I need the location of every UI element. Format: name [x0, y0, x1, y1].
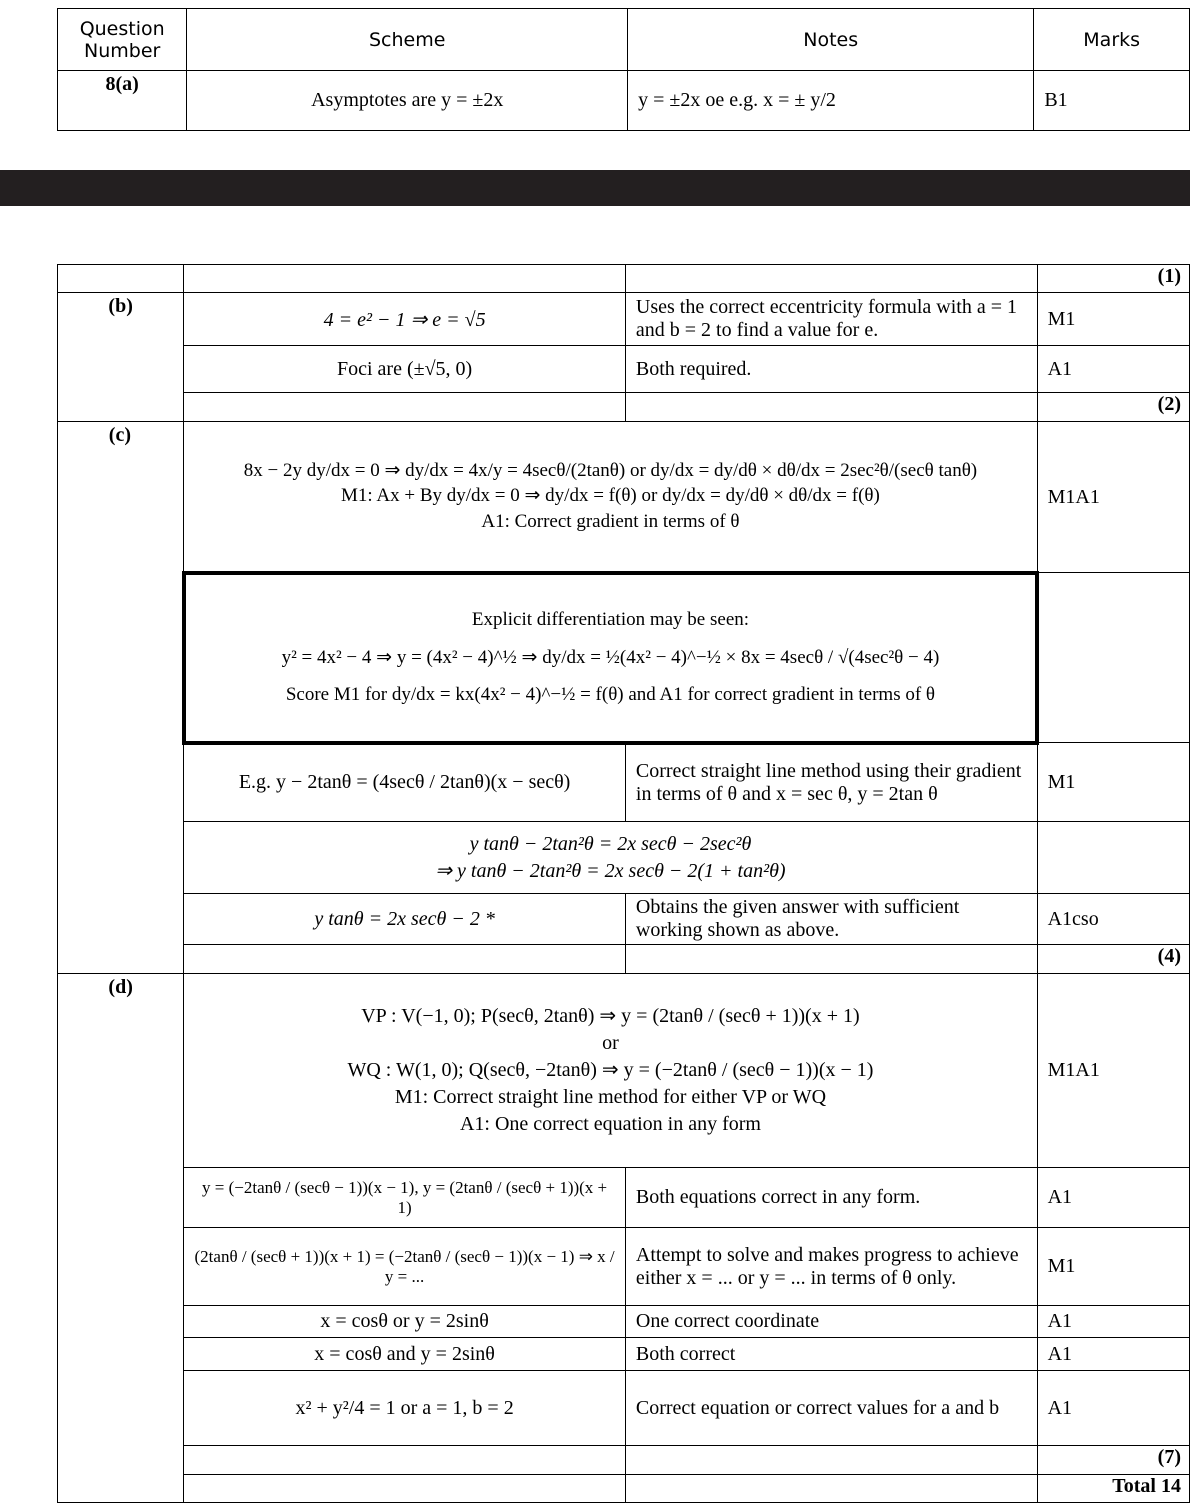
- part-a-table: [57, 8, 1190, 131]
- part-c-method-mark: M1A1: [1037, 422, 1189, 573]
- working-line: y tanθ − 2tan²θ = 2x secθ − 2sec²θ: [469, 832, 752, 855]
- part-b-notes-1: Uses the correct eccentricity formula with a = 1 and b = 2 to find a value for e.: [625, 293, 1037, 346]
- part-d-scheme-4: x = cosθ and y = 2sinθ: [184, 1338, 626, 1371]
- part-d-method-line: M1: Correct straight line method for either VP or WQ: [394, 1086, 827, 1108]
- part-b-scheme-1: 4 = e² − 1 ⇒ e = √5: [184, 293, 626, 346]
- part-d-mark-3: A1: [1037, 1306, 1189, 1338]
- part-a-subtotal: (1): [1037, 265, 1189, 293]
- part-a-notes: y = ±2x oe e.g. x = ± y/2: [628, 71, 1034, 131]
- part-a-label: 8(a): [58, 71, 187, 131]
- part-d-notes-3: One correct coordinate: [625, 1306, 1037, 1338]
- part-c-scheme-line: E.g. y − 2tanθ = (4secθ / 2tanθ)(x − secθ): [184, 743, 626, 822]
- part-d-notes-1: Both equations correct in any form.: [625, 1168, 1037, 1228]
- header-scheme: Scheme: [187, 9, 628, 71]
- part-a-scheme: Asymptotes are y = ±2x: [187, 71, 628, 131]
- part-b-label: (b): [58, 293, 184, 422]
- part-d-label: (d): [58, 974, 184, 1503]
- part-d-subtotal: (7): [1037, 1446, 1189, 1475]
- part-d-mark-1: A1: [1037, 1168, 1189, 1228]
- part-d-notes-5: Correct equation or correct values for a and b: [625, 1371, 1037, 1446]
- part-d-method-line: WQ : W(1, 0); Q(secθ, −2tanθ) ⇒ y = (−2tanθ / (secθ − 1))(x − 1): [347, 1059, 874, 1081]
- part-c-working: [184, 822, 1037, 894]
- part-d-mark-4: A1: [1037, 1338, 1189, 1371]
- part-c-notes-line: Correct straight line method using their gradient in terms of θ and x = sec θ, y = 2tan θ: [625, 743, 1037, 822]
- question-total: Total 14: [1037, 1475, 1189, 1503]
- part-d-scheme-2: (2tanθ / (secθ + 1))(x + 1) = (−2tanθ / (secθ − 1))(x − 1) ⇒ x / y = ...: [184, 1228, 626, 1306]
- part-c-label: (c): [58, 422, 184, 974]
- part-c-answer-mark: A1cso: [1037, 894, 1189, 945]
- part-c-answer-notes: Obtains the given answer with sufficient working shown as above.: [625, 894, 1037, 945]
- part-d-method-line: or: [602, 1032, 619, 1054]
- part-d-scheme-1: y = (−2tanθ / (secθ − 1))(x − 1), y = (2tanθ / (secθ + 1))(x + 1): [184, 1168, 626, 1228]
- part-d-mark-2: M1: [1037, 1228, 1189, 1306]
- working-line: ⇒ y tanθ − 2tan²θ = 2x secθ − 2(1 + tan²θ): [435, 859, 786, 882]
- part-d-method-line: VP : V(−1, 0); P(secθ, 2tanθ) ⇒ y = (2tanθ / (secθ + 1))(x + 1): [361, 1005, 860, 1027]
- part-b-scheme-2: Foci are (±√5, 0): [184, 346, 626, 393]
- part-c-method-line: A1: Correct gradient in terms of θ: [481, 511, 740, 533]
- part-b-mark-2: A1: [1037, 346, 1189, 393]
- part-c-method-line: M1: Ax + By dy/dx = 0 ⇒ dy/dx = f(θ) or dy/dx = dy/dθ × dθ/dx = f(θ): [341, 485, 880, 507]
- part-d-method-mark: M1A1: [1037, 974, 1189, 1168]
- box-line: Score M1 for dy/dx = kx(4x² − 4)^−½ = f(θ) and A1 for correct gradient in terms of θ: [285, 684, 936, 706]
- parts-bcd-table: [57, 264, 1190, 1503]
- part-c-subtotal: (4): [1037, 945, 1189, 974]
- box-line: y² = 4x² − 4 ⇒ y = (4x² − 4)^½ ⇒ dy/dx = ½(4x² − 4)^−½ × 8x = 4secθ / √(4sec²θ − 4): [281, 646, 940, 668]
- part-d-scheme-3: x = cosθ or y = 2sinθ: [184, 1306, 626, 1338]
- part-d-scheme-5: x² + y²/4 = 1 or a = 1, b = 2: [184, 1371, 626, 1446]
- part-d-method-line: A1: One correct equation in any form: [459, 1113, 761, 1135]
- part-d-mark-5: A1: [1037, 1371, 1189, 1446]
- header-notes: Notes: [628, 9, 1034, 71]
- header-marks: Marks: [1034, 9, 1190, 71]
- explicit-differentiation-box: [184, 573, 1037, 743]
- part-d-notes-2: Attempt to solve and makes progress to achieve either x = ... or y = ... in terms of θ only.: [625, 1228, 1037, 1306]
- part-d-method: [184, 974, 1037, 1168]
- part-b-notes-2: Both required.: [625, 346, 1037, 393]
- box-line: Explicit differentiation may be seen:: [471, 609, 750, 631]
- part-c-method: [184, 422, 1037, 573]
- part-a-mark: B1: [1034, 71, 1190, 131]
- part-b-subtotal: (2): [1037, 393, 1189, 422]
- page-separator-bar: [0, 170, 1190, 206]
- part-c-method-line: 8x − 2y dy/dx = 0 ⇒ dy/dx = 4x/y = 4secθ/(2tanθ) or dy/dx = dy/dθ × dθ/dx = 2sec²θ/(secθ tanθ): [243, 459, 978, 481]
- part-b-mark-1: M1: [1037, 293, 1189, 346]
- part-c-mark-line: M1: [1037, 743, 1189, 822]
- header-question-number: Question Number: [58, 9, 187, 71]
- part-d-notes-4: Both correct: [625, 1338, 1037, 1371]
- part-c-answer: y tanθ = 2x secθ − 2 *: [184, 894, 626, 945]
